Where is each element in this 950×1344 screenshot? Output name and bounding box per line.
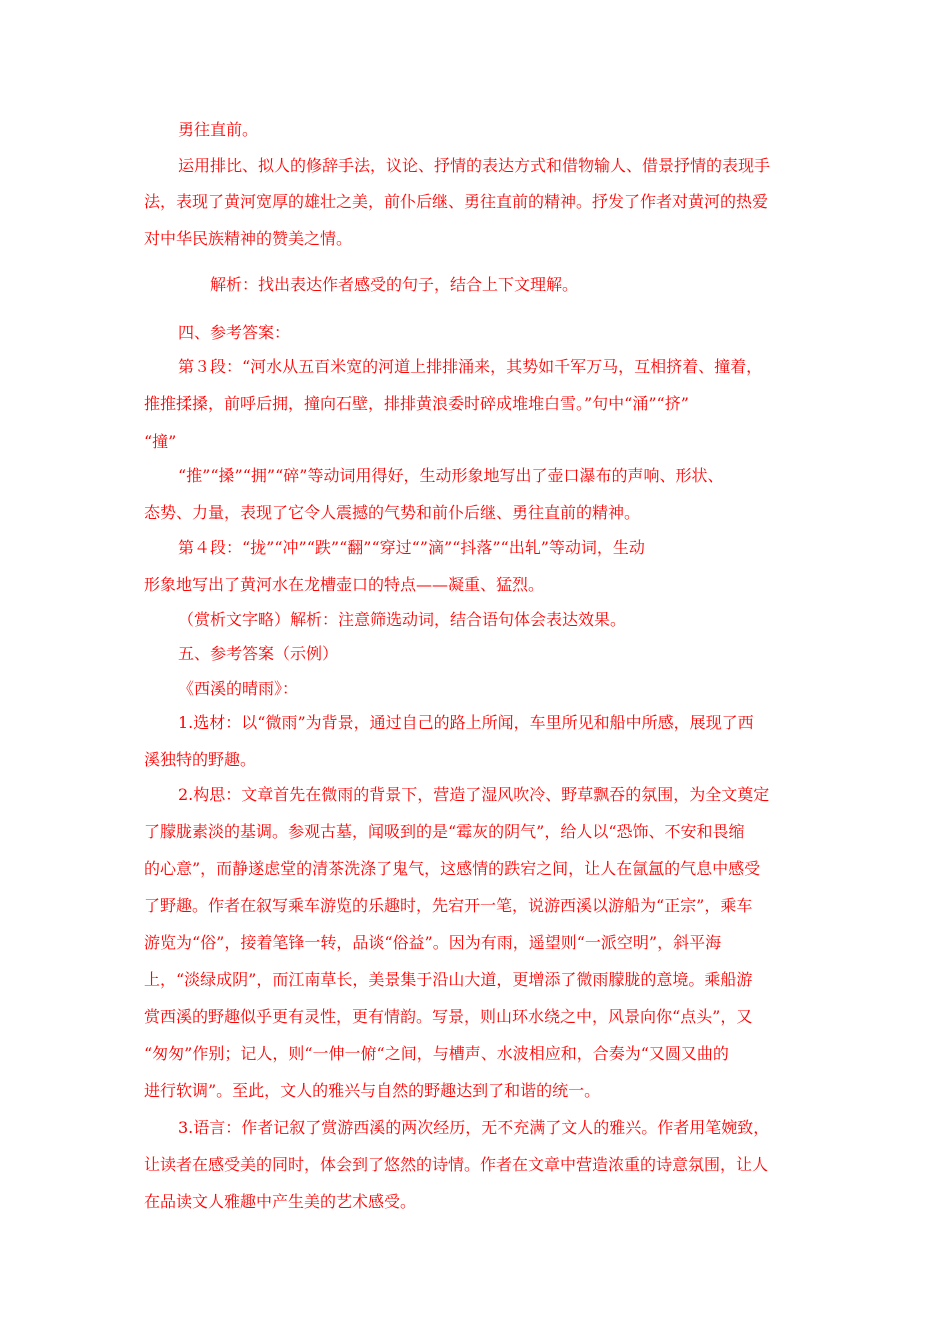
- text-line: “撞”: [144, 432, 177, 451]
- text-line: 勇往直前。: [178, 120, 259, 139]
- text-line: 解析：找出表达作者感受的句子，结合上下文理解。: [210, 275, 579, 294]
- text-line: 运用排比、拟人的修辞手法，议论、抒情的表达方式和借物输人、借景抒情的表现手: [178, 156, 771, 175]
- text-line: 四、参考答案：: [178, 323, 291, 342]
- text-line: 推推揉搡，前呼后拥，撞向石壁，排排黄浪委时碎成堆堆白雪。”句中“涌”“挤”: [144, 394, 689, 413]
- text-line: 1.选材：以“微雨”为背景，通过自己的路上所闻，车里所见和船中所感，展现了西: [178, 713, 754, 732]
- text-line: 形象地写出了黄河水在龙槽壶口的特点——凝重、猛烈。: [144, 575, 545, 594]
- text-line: 了野趣。作者在叙写乘车游览的乐趣时，先宕开一笔，说游西溪以游船为“正宗”，乘车: [144, 896, 753, 915]
- text-line: 2.构思：文章首先在微雨的背景下，营造了湿风吹冷、野草飘吞的氛围，为全文奠定: [178, 785, 770, 804]
- text-line: 的心意”，而静遂虑堂的清茶洗涤了鬼气，这感情的跌宕之间，让人在氤氲的气息中感受: [144, 859, 761, 878]
- text-line: 游览为“俗”，接着笔锋一转，品谈“俗益”。因为有雨，遥望则“一派空明”，斜平海: [144, 933, 722, 952]
- text-line: 在品读文人雅趣中产生美的艺术感受。: [144, 1192, 417, 1211]
- text-line: 态势、力量，表现了它令人震撼的气势和前仆后继、勇往直前的精神。: [144, 503, 641, 522]
- text-line: “匆匆”作别；记人，则“一伸一俯“之间，与槽声、水波相应和，合奏为“又圆又曲的: [144, 1044, 729, 1063]
- text-line: 第４段：“拢”“冲”“跌”“翻”“穿过“”滴”“抖落”“出轧”等动词，生动: [178, 538, 645, 557]
- text-line: 3.语言：作者记叙了赏游西溪的两次经历，无不充满了文人的雅兴。作者用笔婉致，: [178, 1118, 770, 1137]
- text-line: 对中华民族精神的赞美之情。: [144, 229, 353, 248]
- text-line: “推”“搡”“拥”“碎”等动词用得好，生动形象地写出了壶口瀑布的声响、形状、: [178, 466, 724, 485]
- text-line: 让读者在感受美的同时，体会到了悠然的诗情。作者在文章中营造浓重的诗意氛围，让人: [144, 1155, 769, 1174]
- text-line: 溪独特的野趣。: [144, 750, 257, 769]
- text-line: 法，表现了黄河宽厚的雄壮之美，前仆后继、勇往直前的精神。抒发了作者对黄河的热爱: [144, 192, 769, 211]
- text-line: 进行软调”。至此，文人的雅兴与自然的野趣达到了和谐的统一。: [144, 1081, 601, 1100]
- text-line: 《西溪的晴雨》：: [178, 679, 299, 698]
- text-line: 五、参考答案（示例）: [178, 644, 339, 663]
- text-line: 第３段：“河水从五百米宽的河道上排排涌来，其势如千军万马，互相挤着、撞着，: [178, 357, 763, 376]
- text-line: （赏析文字略）解析：注意筛选动词，结合语句体会表达效果。: [178, 610, 627, 629]
- text-line: 赏西溪的野趣似乎更有灵性，更有情韵。写景，则山环水绕之中，风景向你“点头”，又: [144, 1007, 753, 1026]
- text-line: 上，“淡绿成阴”，而江南草长，美景集于沿山大道，更增添了微雨朦胧的意境。乘船游: [144, 970, 753, 989]
- text-line: 了朦胧素淡的基调。参观古墓，闻吸到的是“霉灰的阴气”，给人以“恐饰、不安和畏缩: [144, 822, 745, 841]
